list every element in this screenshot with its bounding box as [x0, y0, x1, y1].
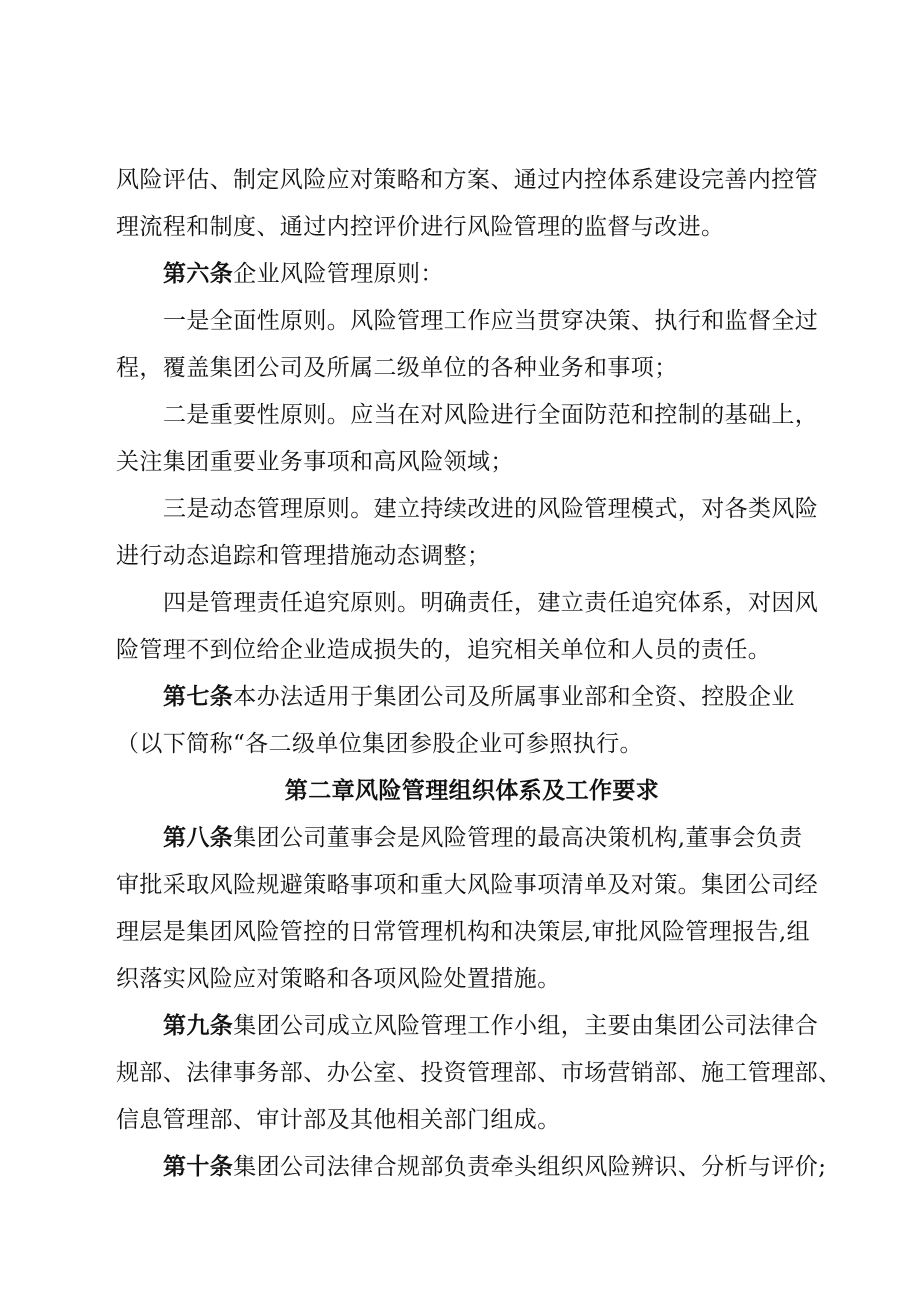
text-line: 关注集团重要业务事项和高风险领域；	[116, 449, 514, 475]
article-text: 集团公司成立风险管理工作小组，主要由集团公司法律合	[233, 1013, 819, 1039]
text-line: 程，覆盖集团公司及所属二级单位的各种业务和事项；	[116, 355, 678, 381]
article-number: 第七条	[163, 684, 234, 710]
article-8-line	[116, 815, 828, 862]
chapter-heading: 第二章风险管理组织体系及工作要求	[284, 778, 660, 804]
article-text: 集团公司董事会是风险管理的最高决策机构,董事会负责	[233, 825, 803, 851]
text-line: 二是重要性原则。应当在对风险进行全面防范和控制的基础上，	[163, 402, 819, 428]
article-text: 集团公司法律合规部负责牵头组织风险辨识、分析与评价;	[233, 1154, 827, 1180]
text-line: 风险评估、制定风险应对策略和方案、通过内控体系建设完善内控管	[116, 167, 818, 193]
text-line: 织落实风险应对策略和各项风险处置措施。	[116, 966, 561, 992]
text-line: 一是全面性原则。风险管理工作应当贯穿决策、执行和监督全过	[163, 308, 819, 334]
article-number: 第九条	[163, 1013, 234, 1039]
text-line: 理流程和制度、通过内控评价进行风险管理的监督与改进。	[116, 214, 725, 240]
text-line: 险管理不到位给企业造成损失的，追究相关单位和人员的责任。	[116, 637, 772, 663]
document-page	[116, 157, 842, 1191]
article-text: 企业风险管理原则：	[233, 261, 444, 287]
text-line: 四是管理责任追究原则。明确责任，建立责任追究体系，对因风	[163, 590, 819, 616]
text-line: 三是动态管理原则。建立持续改进的风险管理模式，对各类风险	[163, 496, 819, 522]
article-text: 本办法适用于集团公司及所属事业部和全资、控股企业	[233, 684, 795, 710]
article-6-line	[116, 251, 828, 298]
article-9-line	[116, 1003, 828, 1050]
article-number: 第八条	[163, 825, 234, 851]
article-number: 第六条	[163, 261, 234, 287]
text-line: 理层是集团风险管控的日常管理机构和决策层,审批风险管理报告,组	[116, 919, 811, 945]
text-line: 进行动态追踪和管理措施动态调整；	[116, 543, 491, 569]
text-line: 审批采取风险规避策略事项和重大风险事项清单及对策。集团公司经	[116, 872, 818, 898]
text-line: 信息管理部、审计部及其他相关部门组成。	[116, 1107, 561, 1133]
text-line: （以下简称“各二级单位集团参股企业可参照执行。	[116, 731, 643, 757]
article-10-line	[116, 1144, 828, 1191]
article-7-line	[116, 674, 828, 721]
text-line: 规部、法律事务部、办公室、投资管理部、市场营销部、施工管理部、	[116, 1060, 842, 1086]
article-number: 第十条	[163, 1154, 234, 1180]
